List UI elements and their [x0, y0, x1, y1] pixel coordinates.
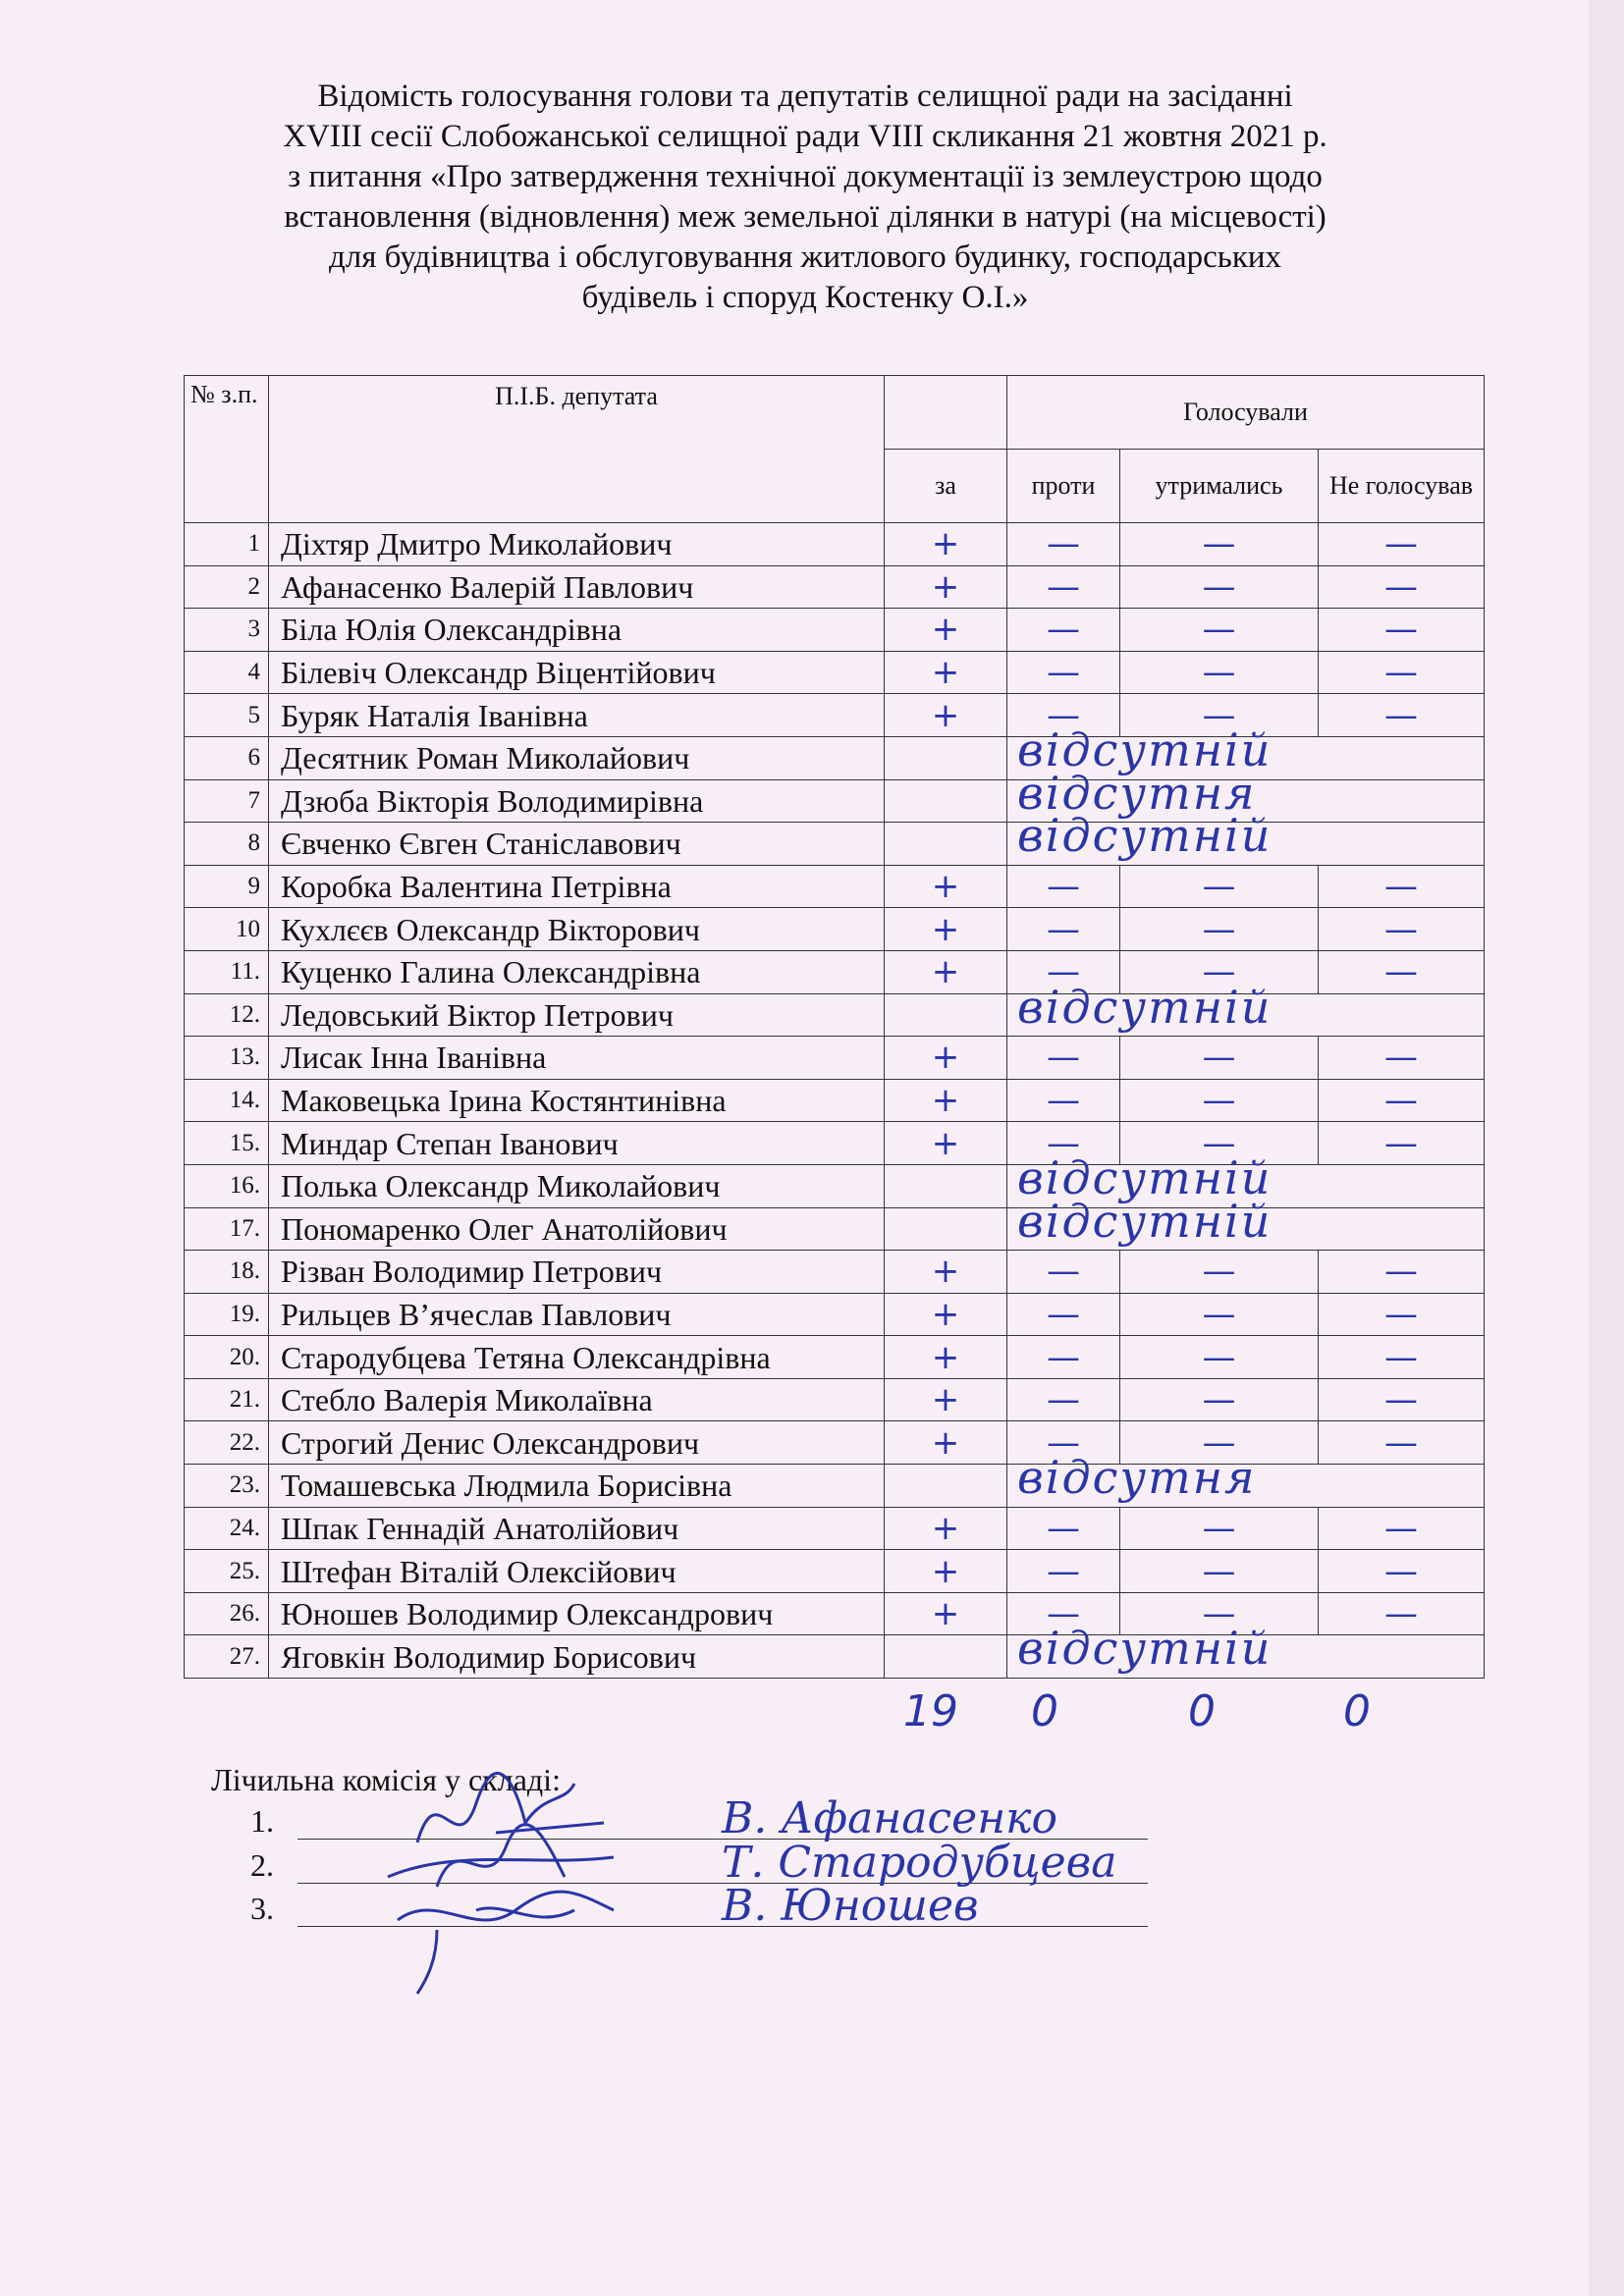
vote-for: +: [885, 865, 1007, 908]
deputy-name: Штефан Віталій Олексійович: [269, 1550, 885, 1593]
table-row: [185, 1592, 1485, 1635]
vote-abstained: —: [1120, 1079, 1319, 1122]
deputy-name: Афанасенко Валерій Павлович: [269, 565, 885, 609]
row-number: 17.: [185, 1207, 269, 1251]
vote-abstained: —: [1120, 565, 1319, 609]
deputy-name: Ледовський Віктор Петрович: [269, 993, 885, 1037]
row-number: 14.: [185, 1079, 269, 1122]
row-number: 3: [185, 609, 269, 652]
header-name: П.І.Б. депутата: [269, 376, 885, 523]
absent-note: відсутній: [1017, 809, 1272, 863]
vote-for: [885, 1635, 1007, 1679]
vote-for: [885, 1164, 1007, 1207]
vote-against: —: [1007, 1592, 1120, 1635]
signature-row: [250, 1881, 1154, 1932]
table-row: [185, 823, 1485, 866]
table-row: [185, 950, 1485, 993]
absent-cell: [1007, 1622, 1485, 1679]
table-row: [185, 651, 1485, 694]
vote-not-voted: —: [1319, 1550, 1485, 1593]
vote-for: +: [885, 651, 1007, 694]
voting-table: [184, 375, 1485, 1679]
vote-against: —: [1007, 523, 1120, 566]
total-abstained: 0: [1188, 1686, 1216, 1736]
vote-for: +: [885, 1550, 1007, 1593]
deputy-name: Білевіч Олександр Віцентійович: [269, 651, 885, 694]
row-number: 9: [185, 865, 269, 908]
vote-against: —: [1007, 1251, 1120, 1294]
vote-not-voted: —: [1319, 1592, 1485, 1635]
header-blank: [885, 376, 1007, 450]
deputy-name: Маковецька Ірина Костянтинівна: [269, 1079, 885, 1122]
table-row: [185, 993, 1485, 1037]
table-row: [185, 908, 1485, 951]
vote-not-voted: —: [1319, 651, 1485, 694]
vote-for: +: [885, 1293, 1007, 1336]
header-against: проти: [1007, 450, 1120, 523]
vote-abstained: —: [1120, 1037, 1319, 1080]
absent-note: відсутня: [1017, 1451, 1257, 1505]
deputy-name: Коробка Валентина Петрівна: [269, 865, 885, 908]
header-number: № з.п.: [185, 376, 269, 523]
deputy-name: Рильцев В’ячеслав Павлович: [269, 1293, 885, 1336]
vote-against: —: [1007, 1079, 1120, 1122]
vote-not-voted: —: [1319, 865, 1485, 908]
row-number: 8: [185, 823, 269, 866]
title-line: Відомість голосування голови та депутатів селищної ради на засіданні: [317, 79, 1293, 114]
row-number: 6: [185, 736, 269, 779]
row-number: 4: [185, 651, 269, 694]
vote-not-voted: —: [1319, 1421, 1485, 1465]
row-number: 16.: [185, 1164, 269, 1207]
vote-abstained: —: [1120, 865, 1319, 908]
row-number: 18.: [185, 1251, 269, 1294]
vote-against: —: [1007, 1037, 1120, 1080]
vote-against: —: [1007, 908, 1120, 951]
signature-name: Т. Стародубцева: [722, 1838, 1117, 1888]
vote-not-voted: —: [1319, 1507, 1485, 1550]
title-line: для будівництва і обслуговування житлового будинку, господарських: [328, 240, 1282, 275]
signature-number: 2.: [250, 1847, 274, 1883]
table-row: [185, 736, 1485, 779]
deputy-name: Євченко Євген Станіславович: [269, 823, 885, 866]
vote-for: +: [885, 1421, 1007, 1465]
vote-abstained: —: [1120, 523, 1319, 566]
vote-not-voted: —: [1319, 694, 1485, 737]
vote-abstained: —: [1120, 1293, 1319, 1336]
table-row: [185, 1037, 1485, 1080]
vote-not-voted: —: [1319, 908, 1485, 951]
signature-number: 3.: [250, 1891, 274, 1926]
vote-abstained: —: [1120, 1550, 1319, 1593]
vote-against: —: [1007, 1122, 1120, 1165]
row-number: 23.: [185, 1465, 269, 1508]
absent-note: відсутній: [1017, 722, 1272, 776]
deputy-name: Десятник Роман Миколайович: [269, 736, 885, 779]
vote-not-voted: —: [1319, 523, 1485, 566]
vote-abstained: —: [1120, 1421, 1319, 1465]
vote-for: [885, 823, 1007, 866]
table-row: [185, 1635, 1485, 1679]
table-row: [185, 1336, 1485, 1379]
table-row: [185, 1507, 1485, 1550]
row-number: 25.: [185, 1550, 269, 1593]
vote-against: —: [1007, 565, 1120, 609]
absent-cell: [1007, 1194, 1485, 1251]
vote-not-voted: —: [1319, 950, 1485, 993]
row-number: 19.: [185, 1293, 269, 1336]
table-row: [185, 1207, 1485, 1251]
vote-abstained: —: [1120, 950, 1319, 993]
deputy-name: Юношев Володимир Олександрович: [269, 1592, 885, 1635]
deputy-name: Лисак Інна Іванівна: [269, 1037, 885, 1080]
deputy-name: Яговкін Володимир Борисович: [269, 1635, 885, 1679]
header-voted: Голосували: [1007, 376, 1485, 450]
vote-abstained: —: [1120, 651, 1319, 694]
deputy-name: Куценко Галина Олександрівна: [269, 950, 885, 993]
deputy-name: Шпак Геннадій Анатолійович: [269, 1507, 885, 1550]
signature-name: В. Афанасенко: [722, 1793, 1057, 1843]
vote-against: —: [1007, 609, 1120, 652]
absent-note: відсутня: [1017, 766, 1257, 820]
vote-against: —: [1007, 651, 1120, 694]
table-row: [185, 1251, 1485, 1294]
vote-not-voted: —: [1319, 1336, 1485, 1379]
vote-not-voted: —: [1319, 1122, 1485, 1165]
vote-for: [885, 1465, 1007, 1508]
vote-not-voted: —: [1319, 1378, 1485, 1421]
deputy-name: Строгий Денис Олександрович: [269, 1421, 885, 1465]
header-not-voted: Не голосував: [1319, 450, 1485, 523]
deputy-name: Кухлєєв Олександр Вікторович: [269, 908, 885, 951]
vote-abstained: —: [1120, 908, 1319, 951]
vote-abstained: —: [1120, 1507, 1319, 1550]
deputy-name: Різван Володимир Петрович: [269, 1251, 885, 1294]
title-line: встановлення (відновлення) меж земельної ділянки в натурі (на місцевості): [284, 199, 1326, 235]
row-number: 1: [185, 523, 269, 566]
absent-note: відсутній: [1017, 1622, 1272, 1676]
vote-for: +: [885, 1507, 1007, 1550]
vote-not-voted: —: [1319, 609, 1485, 652]
table-row: [185, 779, 1485, 823]
absent-note: відсутній: [1017, 1150, 1272, 1204]
row-number: 10: [185, 908, 269, 951]
table-row: [185, 609, 1485, 652]
vote-for: +: [885, 694, 1007, 737]
title-line: будівель і споруд Костенку О.І.»: [581, 280, 1029, 315]
table-row: [185, 1079, 1485, 1122]
row-number: 2: [185, 565, 269, 609]
title-line: з питання «Про затвердження технічної документації із землеустрою щодо: [288, 159, 1323, 194]
deputy-name: Полька Олександр Миколайович: [269, 1164, 885, 1207]
deputy-name: Миндар Степан Іванович: [269, 1122, 885, 1165]
row-number: 11.: [185, 950, 269, 993]
deputy-name: Пономаренко Олег Анатолійович: [269, 1207, 885, 1251]
total-against: 0: [1031, 1686, 1058, 1736]
absent-note: відсутній: [1017, 1194, 1272, 1248]
vote-for: +: [885, 1079, 1007, 1122]
deputy-name: Стебло Валерія Миколаївна: [269, 1378, 885, 1421]
vote-for: +: [885, 1378, 1007, 1421]
vote-against: —: [1007, 1378, 1120, 1421]
vote-for: +: [885, 1592, 1007, 1635]
vote-abstained: —: [1120, 694, 1319, 737]
vote-for: +: [885, 1037, 1007, 1080]
absent-cell: [1007, 809, 1485, 866]
commission-label: Лічильна комісія у складі:: [211, 1762, 561, 1797]
row-number: 26.: [185, 1592, 269, 1635]
vote-for: [885, 736, 1007, 779]
deputy-name: Діхтяр Дмитро Миколайович: [269, 523, 885, 566]
vote-for: +: [885, 565, 1007, 609]
absent-note: відсутній: [1017, 980, 1272, 1034]
header-abstained: утримались: [1120, 450, 1319, 523]
table-row: [185, 1465, 1485, 1508]
table-row: [185, 1164, 1485, 1207]
vote-against: —: [1007, 1421, 1120, 1465]
deputy-name: Буряк Наталія Іванівна: [269, 694, 885, 737]
row-number: 15.: [185, 1122, 269, 1165]
total-not-voted: 0: [1343, 1686, 1371, 1736]
table-row: [185, 1421, 1485, 1465]
row-number: 21.: [185, 1378, 269, 1421]
vote-against: —: [1007, 950, 1120, 993]
vote-for: +: [885, 908, 1007, 951]
vote-against: —: [1007, 1336, 1120, 1379]
page-edge: [1589, 0, 1624, 2296]
row-number: 27.: [185, 1635, 269, 1679]
vote-not-voted: —: [1319, 1293, 1485, 1336]
signature-number: 1.: [250, 1803, 274, 1839]
vote-abstained: —: [1120, 609, 1319, 652]
table-row: [185, 1122, 1485, 1165]
vote-against: —: [1007, 1550, 1120, 1593]
table-body: [185, 523, 1485, 1679]
vote-for: [885, 1207, 1007, 1251]
vote-against: —: [1007, 694, 1120, 737]
row-number: 5: [185, 694, 269, 737]
vote-not-voted: —: [1319, 1079, 1485, 1122]
table-row: [185, 1293, 1485, 1336]
vote-not-voted: —: [1319, 565, 1485, 609]
table-row: [185, 565, 1485, 609]
table-row: [185, 523, 1485, 566]
vote-against: —: [1007, 865, 1120, 908]
deputy-name: Біла Юлія Олександрівна: [269, 609, 885, 652]
vote-for: +: [885, 523, 1007, 566]
document-title: [196, 77, 1414, 318]
vote-for: +: [885, 1251, 1007, 1294]
signature-name: В. Юношев: [722, 1881, 979, 1931]
row-number: 20.: [185, 1336, 269, 1379]
vote-for: [885, 993, 1007, 1037]
deputy-name: Стародубцева Тетяна Олександрівна: [269, 1336, 885, 1379]
vote-for: [885, 779, 1007, 823]
table-row: [185, 1378, 1485, 1421]
row-number: 12.: [185, 993, 269, 1037]
signature-scribble: [378, 1851, 712, 1999]
absent-cell: [1007, 1451, 1485, 1508]
table-row: [185, 694, 1485, 737]
deputy-name: Томашевська Людмила Борисівна: [269, 1465, 885, 1508]
vote-for: +: [885, 609, 1007, 652]
vote-not-voted: —: [1319, 1251, 1485, 1294]
table-row: [185, 865, 1485, 908]
vote-abstained: —: [1120, 1336, 1319, 1379]
vote-abstained: —: [1120, 1251, 1319, 1294]
row-number: 13.: [185, 1037, 269, 1080]
total-for: 19: [903, 1686, 958, 1736]
vote-abstained: —: [1120, 1122, 1319, 1165]
vote-against: —: [1007, 1507, 1120, 1550]
row-number: 7: [185, 779, 269, 823]
vote-against: —: [1007, 1293, 1120, 1336]
vote-abstained: —: [1120, 1592, 1319, 1635]
vote-not-voted: —: [1319, 1037, 1485, 1080]
vote-for: +: [885, 1336, 1007, 1379]
vote-for: +: [885, 950, 1007, 993]
title-line: XVIII сесії Слобожанської селищної ради VIII скликання 21 жовтня 2021 р.: [283, 119, 1327, 154]
table-row: [185, 1550, 1485, 1593]
vote-abstained: —: [1120, 1378, 1319, 1421]
absent-cell: [1007, 980, 1485, 1037]
header-for: за: [885, 450, 1007, 523]
deputy-name: Дзюба Вікторія Володимирівна: [269, 779, 885, 823]
vote-for: +: [885, 1122, 1007, 1165]
row-number: 22.: [185, 1421, 269, 1465]
row-number: 24.: [185, 1507, 269, 1550]
